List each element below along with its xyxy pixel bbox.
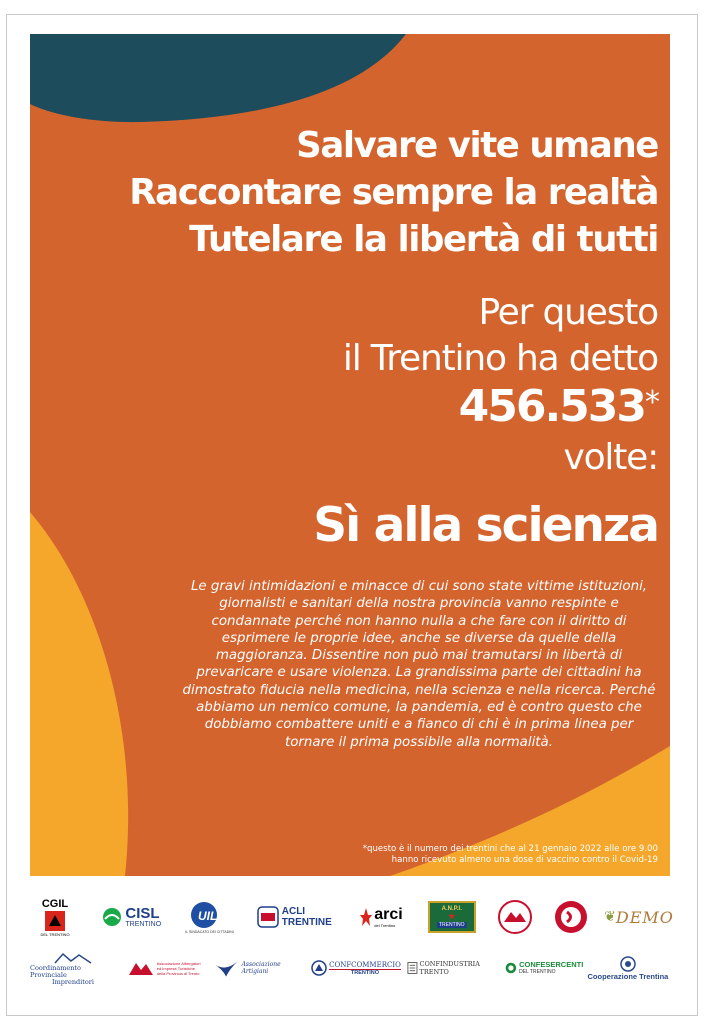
asat-line-2: ed Imprese Turistiche: [156, 965, 195, 971]
asterisk: *: [645, 385, 658, 420]
round-emblem-logo-2: [551, 900, 591, 934]
cisl-text: [125, 906, 161, 928]
cgil-logo: [30, 898, 80, 937]
artigiani-name: Associazione Artigiani: [241, 961, 281, 975]
anpi-sub: TRENTINO: [438, 922, 465, 928]
uil-emblem-icon: [188, 900, 232, 930]
vaccine-count: [459, 382, 658, 432]
headline-line-2: Raccontare sempre la realtà: [129, 172, 658, 213]
acli-line-1: ACLI: [281, 906, 306, 917]
arci-sub: del Trentino: [374, 922, 396, 928]
asat-logo: [119, 959, 209, 977]
acli-logo: [252, 906, 336, 928]
logos-row-1: [30, 892, 674, 942]
footnote: [298, 844, 658, 866]
confesercenti-line-2: DEL TRENTINO: [519, 969, 556, 975]
svg-text:UIL: UIL: [197, 909, 217, 923]
headline-line-3: Tutelare la libertà di tutti: [189, 219, 658, 260]
footnote-line-2: hanno ricevuto almeno una dose di vaccino contro il Covid-19: [391, 855, 658, 865]
footnote-line-1: *questo è il numero dei trentini che al 21 gennaio 2022 alle ore 9.00: [362, 844, 658, 854]
coordinamento-line-2: Imprenditori: [52, 977, 94, 986]
anpi-name: A.N.P.I.: [441, 906, 462, 912]
yellow-left-shape: [30, 512, 128, 876]
acli-text: [282, 906, 332, 928]
body-text: Le gravi intimidazioni e minacce di cui sono state vittime istituzioni, giornalisti e sanitari della nostra provincia vanno respinte e condannate perché non hanno nulla a che fare con il diritto di esprimere le proprie idee, anche se diverse da quelle della maggioranza. Dissentire non può mai tramutarsi in libertà di prevaricare e usare violenza. La grandissima parte dei cittadini ha dimostrato fiducia nella medicina, nella scienza e nella ricerca. Perché abbiamo un nemico comune, la pandemia, ed è contro questo che dobbiamo combattere uniti e a fianco di chi è in prima linea per tornare il prima possibile alla normalità.: [182, 579, 656, 750]
anpi-logo: [426, 901, 478, 933]
artigiani-eagle-icon: [211, 957, 239, 979]
uil-logo: [184, 900, 236, 934]
statement-line-4: volte:: [563, 437, 658, 478]
face-emblem-icon: [554, 900, 588, 934]
confindustria-name: CONFINDUSTRIA TRENTO: [419, 960, 480, 976]
acli-line-2: TRENTINE: [281, 917, 332, 928]
uil-sub: IL SINDACATO DEI CITTADINI: [185, 930, 234, 934]
headline-line-1: Salvare vite umane: [296, 125, 658, 166]
confcommercio-line-1: CONFCOMMERCIO: [329, 960, 401, 969]
navy-corner-shape: [30, 34, 406, 122]
asat-emblem-icon: [127, 959, 155, 977]
slogan: Sì alla scienza: [313, 498, 658, 553]
cisl-name: CISL: [125, 905, 160, 922]
cgil-flag-icon: [44, 910, 66, 932]
round-emblem-logo-1: [495, 900, 535, 934]
demo-logo: [604, 907, 674, 927]
coordinamento-logo: [30, 951, 116, 986]
cooperazione-name: Cooperazione Trentina: [587, 971, 669, 981]
confcommercio-line-2: TRENTINO: [350, 969, 380, 976]
arci-text: [374, 907, 402, 928]
arci-name: arci: [374, 905, 403, 923]
artigiani-logo: [211, 957, 305, 979]
mountain-emblem-icon: [498, 900, 532, 934]
confcommercio-text: [329, 961, 401, 976]
poster: [30, 34, 670, 876]
confesercenti-text: [519, 961, 583, 975]
confesercenti-emblem-icon: [505, 959, 517, 977]
confindustria-emblem-icon: [407, 961, 418, 975]
statement-line-1: Per questo: [478, 292, 658, 333]
statement-line-2: il Trentino ha detto: [342, 338, 658, 379]
confcommercio-logo: [308, 960, 404, 976]
logos-row-2: [30, 948, 670, 988]
demo-leaf-icon: ❦: [604, 909, 616, 925]
cooperazione-emblem-icon: [620, 956, 636, 972]
coordinamento-emblem-icon: [53, 951, 93, 965]
confesercenti-line-1: CONFESERCENTI: [519, 960, 584, 969]
statement-intro: [343, 290, 658, 382]
vaccine-count-value: 456.533: [458, 381, 645, 432]
arci-logo: [353, 907, 409, 928]
confindustria-logo: [407, 960, 503, 976]
cooperazione-logo: [586, 956, 670, 981]
cgil-name: CGIL: [41, 897, 69, 910]
asat-text: [157, 961, 201, 976]
cgil-sub: DEL TRENTINO: [40, 931, 70, 937]
cisl-logo: [97, 906, 167, 928]
acli-emblem-icon: [257, 906, 279, 928]
coordinamento-line-1: Coordinamento Provinciale: [30, 963, 81, 979]
anpi-star-icon: ★: [447, 912, 456, 922]
asat-line-1: Associazione Albergatori: [156, 960, 201, 966]
anpi-flag: [428, 901, 476, 933]
confesercenti-logo: [505, 959, 583, 977]
cisl-emblem-icon: [102, 907, 122, 927]
confcommercio-emblem-icon: [311, 960, 327, 976]
headline: [129, 122, 658, 263]
arci-star-icon: [359, 907, 373, 927]
demo-name: DEMO: [615, 907, 674, 927]
asat-line-3: della Provincia di Trento: [156, 970, 200, 976]
cisl-sub: TRENTINO: [125, 921, 162, 928]
